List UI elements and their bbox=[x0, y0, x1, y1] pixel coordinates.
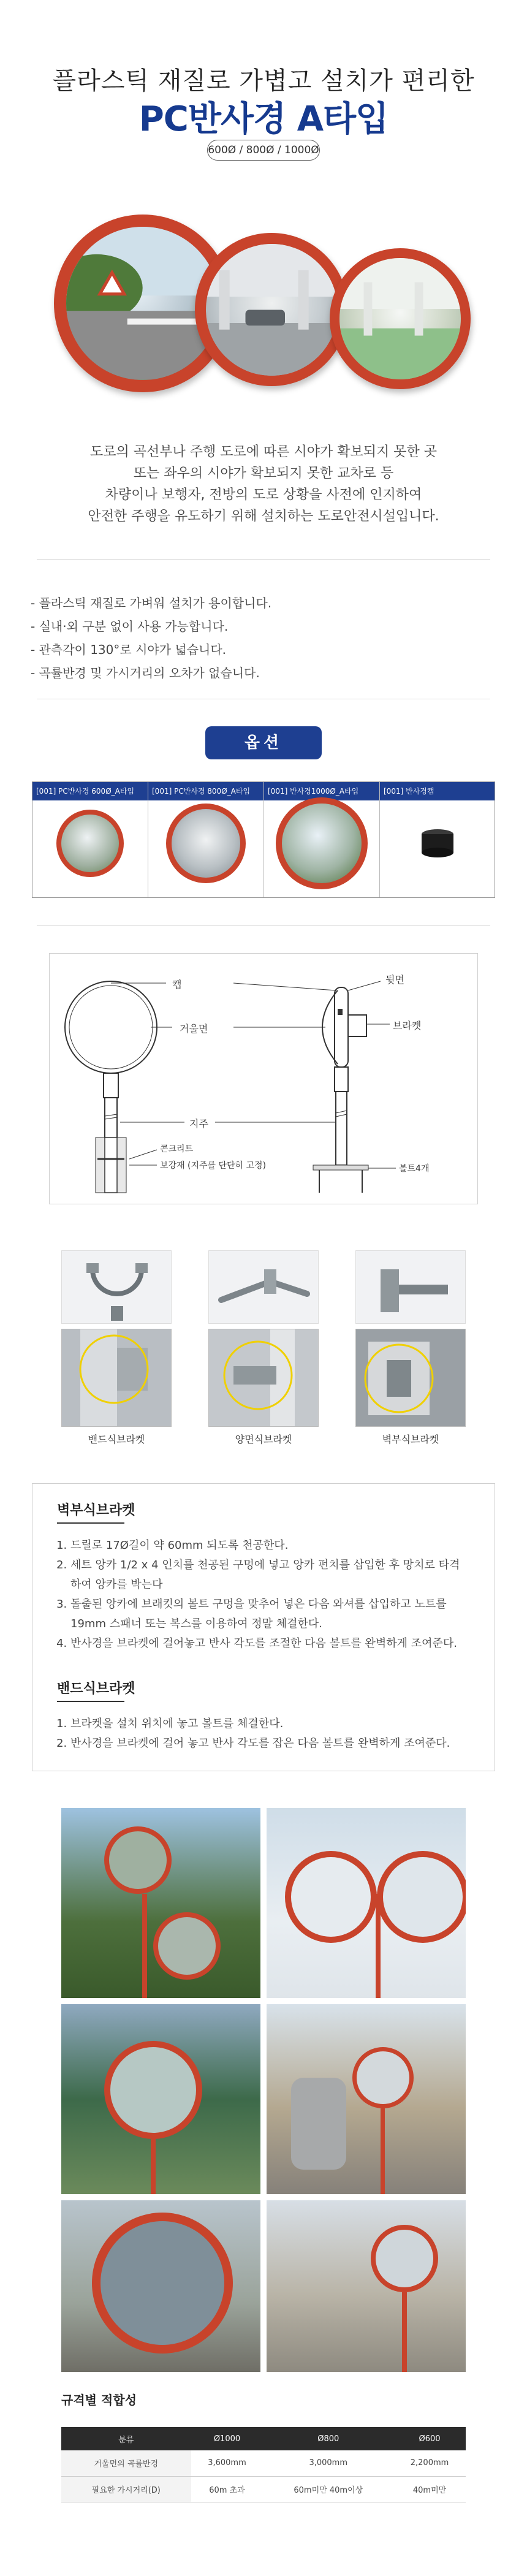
description-line: 또는 좌우의 시야가 확보되지 못한 교차로 등 bbox=[133, 466, 394, 481]
spec-cell: 거울면의 곡률반경 bbox=[61, 2450, 191, 2476]
band-bracket-installed-photo bbox=[61, 1329, 172, 1427]
garage-scene-icon bbox=[339, 258, 461, 379]
wall-bracket-steps bbox=[70, 1536, 470, 1654]
product-title: PC반사경 A타입 bbox=[138, 99, 389, 139]
mirror-1000-icon bbox=[276, 797, 368, 889]
option-800[interactable] bbox=[148, 782, 264, 897]
mirror-center bbox=[195, 233, 348, 386]
bracket-wall bbox=[355, 1250, 466, 1446]
table-row bbox=[61, 2450, 466, 2476]
spec-cell: 2,200mm bbox=[393, 2450, 466, 2476]
step-item: 1. 드릴로 17Ø길이 약 60mm 되도록 천공한다. bbox=[70, 1536, 470, 1556]
parking-scene-icon bbox=[206, 244, 338, 376]
install-instructions bbox=[32, 1483, 495, 1771]
label-concrete: 콘크리트 bbox=[160, 1144, 194, 1154]
spec-cell: 3,600mm bbox=[191, 2450, 264, 2476]
feature-item: - 곡률반경 및 가시거리의 오차가 없습니다. bbox=[31, 666, 260, 680]
install-photo bbox=[267, 2200, 466, 2372]
option-label: [001] PC반사경 600Ø_A타입 bbox=[32, 782, 148, 800]
description bbox=[0, 441, 527, 527]
spec-header: Ø600 bbox=[393, 2427, 466, 2450]
option-label: [001] 반사경1000Ø_A타입 bbox=[264, 782, 379, 800]
heading-underline bbox=[57, 1701, 124, 1702]
table-row bbox=[61, 2476, 466, 2502]
description-line: 도로의 곡선부나 주행 도로에 따른 시야가 확보되지 못한 곳 bbox=[90, 444, 437, 460]
label-rear: 뒷면 bbox=[385, 974, 404, 986]
double-bracket-installed-photo bbox=[208, 1329, 319, 1427]
feature-item: - 플라스틱 재질로 가벼워 설치가 용이합니다. bbox=[31, 596, 272, 610]
spec-title: 규격별 적합성 bbox=[61, 2393, 137, 2407]
install-photo bbox=[267, 1808, 466, 1998]
feature-list bbox=[31, 591, 271, 685]
heading-underline bbox=[57, 1522, 124, 1524]
spec-cell: 40m미만 bbox=[393, 2476, 466, 2502]
label-mirror-face: 거울면 bbox=[180, 1023, 208, 1035]
size-badge: 600Ø / 800Ø / 1000Ø bbox=[207, 140, 320, 161]
label-cap: 캡 bbox=[172, 979, 182, 990]
feature-item: - 실내·외 구분 없이 사용 가능합니다. bbox=[31, 619, 229, 634]
spec-header: 분류 bbox=[61, 2427, 191, 2450]
description-line: 차량이나 보행자, 전방의 도로 상황을 사전에 인지하여 bbox=[105, 487, 422, 503]
label-bolts: 볼트4개 bbox=[399, 1164, 430, 1174]
step-item: 1. 브라켓을 설치 위치에 놓고 볼트를 체결한다. bbox=[70, 1714, 470, 1734]
band-bracket-photo bbox=[61, 1250, 172, 1324]
bracket-caption: 벽부식브라켓 bbox=[382, 1434, 439, 1445]
option-600[interactable] bbox=[32, 782, 148, 897]
wall-bracket-installed-photo bbox=[355, 1329, 466, 1427]
option-label: [001] PC반사경 800Ø_A타입 bbox=[148, 782, 264, 800]
spec-table bbox=[61, 2427, 466, 2502]
spec-cell: 60m 초과 bbox=[191, 2476, 264, 2502]
step-item: 4. 반사경을 브라켓에 걸어놓고 반사 각도를 조절한 다음 볼트를 완벽하게 조여준다. bbox=[70, 1634, 470, 1654]
feature-item: - 관측각이 130°로 시야가 넓습니다. bbox=[31, 642, 227, 657]
bracket-types bbox=[61, 1250, 466, 1446]
bracket-band bbox=[61, 1250, 172, 1446]
step-item: 2. 세트 앙카 1/2 x 4 인치를 천공된 구멍에 넣고 앙카 펀치를 삽입한 후 망치로 타격하여 앙카를 박는다 bbox=[70, 1556, 470, 1595]
spec-header: Ø800 bbox=[263, 2427, 393, 2450]
cap-icon bbox=[419, 828, 456, 859]
mirror-800-icon bbox=[166, 804, 246, 883]
subtitle: 플라스틱 재질로 가볍고 설치가 편리한 bbox=[52, 67, 475, 95]
spec-cell: 필요한 가시거리(D) bbox=[61, 2476, 191, 2502]
install-photo bbox=[61, 1808, 260, 1998]
divider bbox=[37, 559, 490, 560]
option-1000[interactable] bbox=[264, 782, 380, 897]
bracket-double bbox=[208, 1250, 319, 1446]
option-cap[interactable] bbox=[380, 782, 495, 897]
options-title: 옵션 bbox=[205, 726, 322, 759]
band-bracket-heading: 밴드식브라켓 bbox=[57, 1681, 135, 1696]
mirror-600-icon bbox=[56, 810, 124, 877]
bracket-caption: 양면식브라켓 bbox=[235, 1434, 292, 1445]
spec-header-row bbox=[61, 2427, 466, 2450]
bracket-caption: 밴드식브라켓 bbox=[88, 1434, 145, 1445]
wall-bracket-photo bbox=[355, 1250, 466, 1324]
install-photo bbox=[267, 2004, 466, 2194]
divider bbox=[37, 925, 490, 926]
options-table bbox=[32, 781, 495, 898]
install-diagram bbox=[49, 953, 478, 1204]
band-bracket-steps bbox=[70, 1714, 470, 1753]
spec-cell: 3,000mm bbox=[263, 2450, 393, 2476]
hero-mirrors bbox=[0, 178, 527, 411]
wall-bracket-heading: 벽부식브라켓 bbox=[57, 1503, 135, 1518]
mirror-right bbox=[330, 248, 471, 389]
install-photo bbox=[61, 2004, 260, 2194]
step-item: 2. 반사경을 브라켓에 걸어 놓고 반사 각도를 잡은 다음 볼트를 완벽하게 조여준다. bbox=[70, 1734, 470, 1753]
label-reinforce: 보강재 (지주를 단단히 고정) bbox=[160, 1161, 267, 1171]
step-item: 3. 돌출된 앙카에 브래킷의 볼트 구멍을 맞추어 넣은 다음 와셔를 삽입하고 노트를 19mm 스패너 또는 복스를 이용하여 정말 체결한다. bbox=[70, 1595, 470, 1634]
spec-cell: 60m미만 40m이상 bbox=[263, 2476, 393, 2502]
description-line: 안전한 주행을 유도하기 위해 설치하는 도로안전시설입니다. bbox=[88, 509, 439, 524]
install-photo bbox=[61, 2200, 260, 2372]
option-label: [001] 반사경캡 bbox=[380, 782, 495, 800]
label-pole: 지주 bbox=[189, 1118, 208, 1130]
double-bracket-photo bbox=[208, 1250, 319, 1324]
label-bracket: 브라켓 bbox=[393, 1020, 422, 1032]
spec-header: Ø1000 bbox=[191, 2427, 264, 2450]
